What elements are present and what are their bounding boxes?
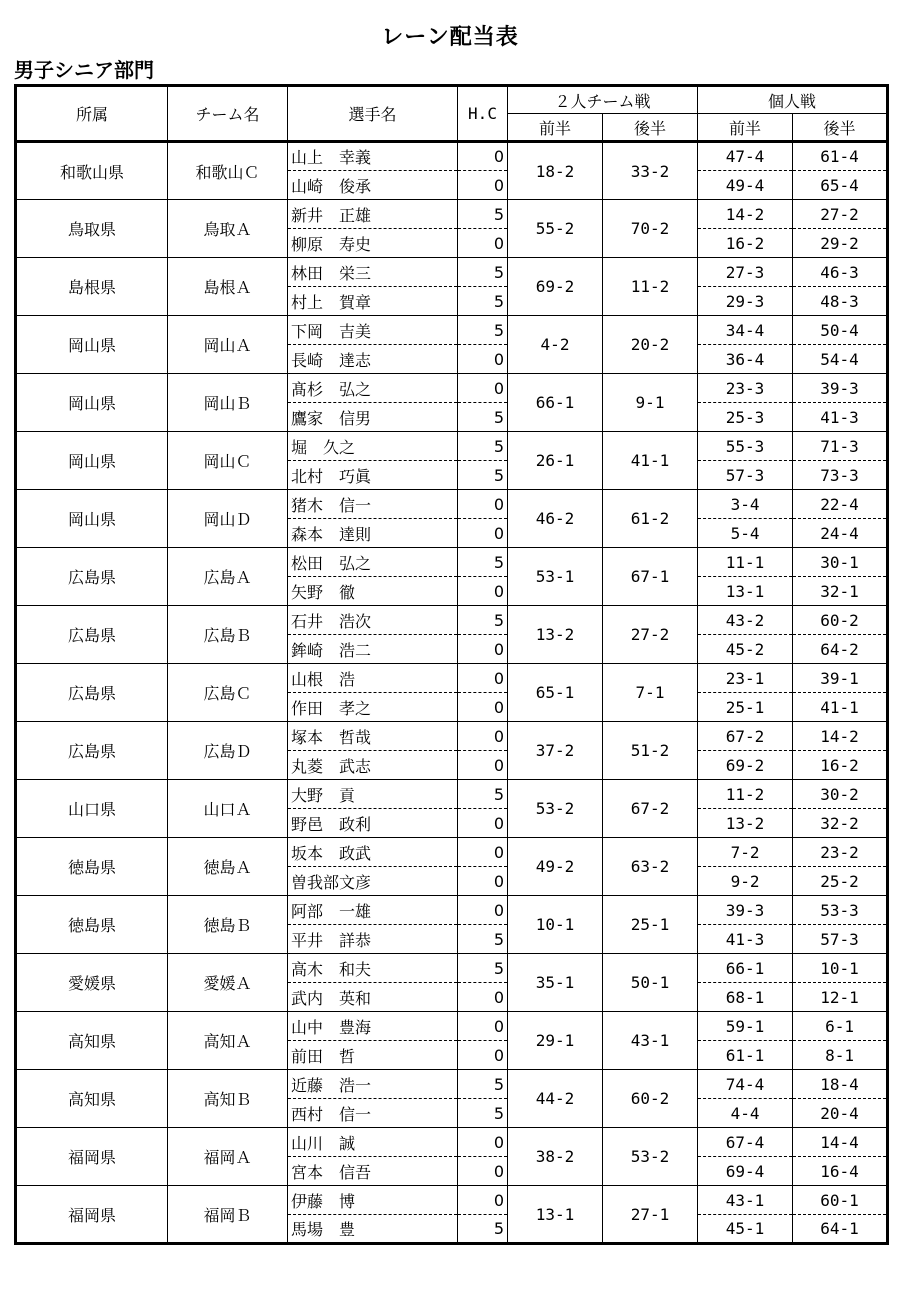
doubles-second-lane: 53-2 [603,1128,698,1186]
affiliation-cell: 広島県 [16,722,168,780]
singles-second-lane: 14-2 [793,722,888,751]
table-row [16,258,888,287]
player-name: 山根 浩 [288,664,458,693]
hc-value: 0 [458,867,508,896]
hc-value: 5 [458,606,508,635]
table-row [16,838,888,867]
singles-first-lane: 49-4 [698,171,793,200]
player-name: 下岡 吉美 [288,316,458,345]
hc-value: 0 [458,171,508,200]
singles-first-lane: 45-1 [698,1215,793,1244]
lane-assignment-table [14,84,889,1245]
table-row [16,664,888,693]
header-player: 選手名 [288,86,458,142]
singles-second-lane: 60-1 [793,1186,888,1215]
player-name: 大野 貢 [288,780,458,809]
singles-second-lane: 46-3 [793,258,888,287]
singles-second-lane: 16-2 [793,751,888,780]
affiliation-cell: 岡山県 [16,316,168,374]
singles-first-lane: 5-4 [698,519,793,548]
singles-first-lane: 55-3 [698,432,793,461]
singles-second-lane: 16-4 [793,1157,888,1186]
doubles-first-lane: 35-1 [508,954,603,1012]
hc-value: 5 [458,925,508,954]
hc-value: 0 [458,1157,508,1186]
table-row [16,548,888,577]
singles-first-lane: 69-2 [698,751,793,780]
doubles-first-lane: 4-2 [508,316,603,374]
singles-second-lane: 14-4 [793,1128,888,1157]
player-name: 伊藤 博 [288,1186,458,1215]
player-name: 村上 賀章 [288,287,458,316]
team-cell: 岡山Ｂ [168,374,288,432]
team-cell: 岡山Ｃ [168,432,288,490]
doubles-second-lane: 63-2 [603,838,698,896]
singles-first-lane: 23-1 [698,664,793,693]
table-row [16,780,888,809]
player-name: 平井 詳恭 [288,925,458,954]
player-name: 鷹家 信男 [288,403,458,432]
player-name: 西村 信一 [288,1099,458,1128]
affiliation-cell: 山口県 [16,780,168,838]
player-name: 高木 和夫 [288,954,458,983]
singles-first-lane: 39-3 [698,896,793,925]
singles-second-lane: 32-2 [793,809,888,838]
player-name: 堀 久之 [288,432,458,461]
table-row [16,432,888,461]
player-name: 柳原 寿史 [288,229,458,258]
player-name: 矢野 徹 [288,577,458,606]
hc-value: 5 [458,954,508,983]
affiliation-cell: 高知県 [16,1012,168,1070]
singles-second-lane: 54-4 [793,345,888,374]
hc-value: 0 [458,838,508,867]
table-row [16,490,888,519]
player-name: 曽我部文彦 [288,867,458,896]
table-row [16,200,888,229]
hc-value: 0 [458,1186,508,1215]
singles-first-lane: 3-4 [698,490,793,519]
singles-first-lane: 43-2 [698,606,793,635]
hc-value: 0 [458,1012,508,1041]
header-singles: 個人戦 [698,86,888,114]
singles-second-lane: 50-4 [793,316,888,345]
affiliation-cell: 岡山県 [16,374,168,432]
hc-value: 0 [458,722,508,751]
singles-first-lane: 57-3 [698,461,793,490]
team-cell: 岡山Ｄ [168,490,288,548]
doubles-first-lane: 44-2 [508,1070,603,1128]
player-name: 塚本 哲哉 [288,722,458,751]
player-name: 宮本 信吾 [288,1157,458,1186]
doubles-first-lane: 10-1 [508,896,603,954]
singles-first-lane: 36-4 [698,345,793,374]
singles-second-lane: 29-2 [793,229,888,258]
player-name: 鉾崎 浩二 [288,635,458,664]
team-cell: 徳島Ｂ [168,896,288,954]
hc-value: 5 [458,403,508,432]
singles-second-lane: 32-1 [793,577,888,606]
affiliation-cell: 岡山県 [16,490,168,548]
player-name: 作田 孝之 [288,693,458,722]
singles-first-lane: 67-4 [698,1128,793,1157]
doubles-first-lane: 46-2 [508,490,603,548]
doubles-first-lane: 26-1 [508,432,603,490]
player-name: 山中 豊海 [288,1012,458,1041]
header-singles-first: 前半 [698,114,793,142]
doubles-second-lane: 27-1 [603,1186,698,1244]
singles-second-lane: 8-1 [793,1041,888,1070]
header-affiliation: 所属 [16,86,168,142]
player-name: 馬場 豊 [288,1215,458,1244]
doubles-second-lane: 7-1 [603,664,698,722]
doubles-first-lane: 53-1 [508,548,603,606]
team-cell: 高知Ａ [168,1012,288,1070]
doubles-first-lane: 69-2 [508,258,603,316]
player-name: 石井 浩次 [288,606,458,635]
hc-value: 0 [458,142,508,171]
hc-value: 0 [458,490,508,519]
player-name: 髙杉 弘之 [288,374,458,403]
table-row [16,722,888,751]
doubles-first-lane: 55-2 [508,200,603,258]
table-row [16,1070,888,1099]
singles-first-lane: 41-3 [698,925,793,954]
player-name: 丸菱 武志 [288,751,458,780]
singles-second-lane: 22-4 [793,490,888,519]
singles-second-lane: 6-1 [793,1012,888,1041]
player-name: 近藤 浩一 [288,1070,458,1099]
doubles-second-lane: 11-2 [603,258,698,316]
affiliation-cell: 徳島県 [16,838,168,896]
singles-first-lane: 67-2 [698,722,793,751]
doubles-second-lane: 33-2 [603,142,698,200]
affiliation-cell: 愛媛県 [16,954,168,1012]
singles-second-lane: 24-4 [793,519,888,548]
player-name: 山川 誠 [288,1128,458,1157]
singles-first-lane: 47-4 [698,142,793,171]
team-cell: 広島Ａ [168,548,288,606]
player-name: 林田 栄三 [288,258,458,287]
doubles-first-lane: 38-2 [508,1128,603,1186]
doubles-first-lane: 65-1 [508,664,603,722]
singles-second-lane: 25-2 [793,867,888,896]
hc-value: 0 [458,664,508,693]
doubles-first-lane: 13-1 [508,1186,603,1244]
singles-first-lane: 29-3 [698,287,793,316]
singles-first-lane: 25-1 [698,693,793,722]
hc-value: 5 [458,461,508,490]
player-name: 猪木 信一 [288,490,458,519]
table-body [16,142,888,1244]
singles-second-lane: 18-4 [793,1070,888,1099]
singles-second-lane: 64-2 [793,635,888,664]
singles-first-lane: 13-1 [698,577,793,606]
hc-value: 0 [458,693,508,722]
doubles-first-lane: 37-2 [508,722,603,780]
singles-first-lane: 34-4 [698,316,793,345]
player-name: 野邑 政利 [288,809,458,838]
table-row [16,316,888,345]
doubles-second-lane: 43-1 [603,1012,698,1070]
singles-first-lane: 11-2 [698,780,793,809]
doubles-second-lane: 70-2 [603,200,698,258]
singles-first-lane: 59-1 [698,1012,793,1041]
affiliation-cell: 鳥取県 [16,200,168,258]
player-name: 長崎 達志 [288,345,458,374]
singles-second-lane: 53-3 [793,896,888,925]
affiliation-cell: 高知県 [16,1070,168,1128]
affiliation-cell: 広島県 [16,548,168,606]
player-name: 森本 達則 [288,519,458,548]
hc-value: 0 [458,1041,508,1070]
hc-value: 5 [458,200,508,229]
singles-second-lane: 60-2 [793,606,888,635]
singles-first-lane: 68-1 [698,983,793,1012]
team-cell: 愛媛Ａ [168,954,288,1012]
hc-value: 5 [458,432,508,461]
table-row [16,954,888,983]
player-name: 阿部 一雄 [288,896,458,925]
player-name: 北村 巧眞 [288,461,458,490]
singles-first-lane: 16-2 [698,229,793,258]
team-cell: 広島Ｄ [168,722,288,780]
team-cell: 岡山Ａ [168,316,288,374]
singles-second-lane: 39-3 [793,374,888,403]
table-row [16,606,888,635]
player-name: 松田 弘之 [288,548,458,577]
singles-second-lane: 30-2 [793,780,888,809]
singles-second-lane: 64-1 [793,1215,888,1244]
doubles-second-lane: 51-2 [603,722,698,780]
singles-second-lane: 10-1 [793,954,888,983]
singles-first-lane: 69-4 [698,1157,793,1186]
singles-first-lane: 43-1 [698,1186,793,1215]
table-row [16,374,888,403]
hc-value: 0 [458,751,508,780]
header-doubles: ２人チーム戦 [508,86,698,114]
table-row [16,1128,888,1157]
singles-second-lane: 30-1 [793,548,888,577]
team-cell: 福岡Ａ [168,1128,288,1186]
hc-value: 0 [458,577,508,606]
doubles-second-lane: 67-2 [603,780,698,838]
affiliation-cell: 福岡県 [16,1128,168,1186]
singles-first-lane: 25-3 [698,403,793,432]
table-row [16,1012,888,1041]
singles-first-lane: 23-3 [698,374,793,403]
hc-value: 0 [458,229,508,258]
affiliation-cell: 広島県 [16,606,168,664]
singles-second-lane: 65-4 [793,171,888,200]
team-cell: 広島Ｂ [168,606,288,664]
affiliation-cell: 島根県 [16,258,168,316]
doubles-second-lane: 20-2 [603,316,698,374]
header-team: チーム名 [168,86,288,142]
affiliation-cell: 広島県 [16,664,168,722]
doubles-second-lane: 41-1 [603,432,698,490]
page-title: レーン配当表 [381,25,519,50]
player-name: 前田 哲 [288,1041,458,1070]
doubles-second-lane: 9-1 [603,374,698,432]
singles-second-lane: 57-3 [793,925,888,954]
hc-value: 5 [458,316,508,345]
team-cell: 広島Ｃ [168,664,288,722]
player-name: 坂本 政武 [288,838,458,867]
header-singles-second: 後半 [793,114,888,142]
singles-second-lane: 71-3 [793,432,888,461]
hc-value: 0 [458,519,508,548]
doubles-second-lane: 67-1 [603,548,698,606]
header-doubles-first: 前半 [508,114,603,142]
hc-value: 5 [458,258,508,287]
doubles-second-lane: 60-2 [603,1070,698,1128]
doubles-first-lane: 13-2 [508,606,603,664]
singles-first-lane: 27-3 [698,258,793,287]
header-hc: H.C [458,86,508,142]
singles-first-lane: 45-2 [698,635,793,664]
player-name: 山崎 俊承 [288,171,458,200]
section-title: 男子シニア部門 [14,58,154,82]
header-doubles-second: 後半 [603,114,698,142]
hc-value: 5 [458,548,508,577]
singles-second-lane: 41-3 [793,403,888,432]
singles-second-lane: 23-2 [793,838,888,867]
hc-value: 0 [458,345,508,374]
table-row [16,142,888,171]
singles-first-lane: 4-4 [698,1099,793,1128]
team-cell: 高知Ｂ [168,1070,288,1128]
team-cell: 福岡Ｂ [168,1186,288,1244]
singles-first-lane: 7-2 [698,838,793,867]
table-row [16,1186,888,1215]
player-name: 新井 正雄 [288,200,458,229]
singles-second-lane: 20-4 [793,1099,888,1128]
team-cell: 山口Ａ [168,780,288,838]
singles-first-lane: 14-2 [698,200,793,229]
hc-value: 5 [458,1099,508,1128]
hc-value: 5 [458,1070,508,1099]
singles-first-lane: 66-1 [698,954,793,983]
doubles-second-lane: 50-1 [603,954,698,1012]
doubles-first-lane: 29-1 [508,1012,603,1070]
hc-value: 0 [458,1128,508,1157]
singles-second-lane: 41-1 [793,693,888,722]
hc-value: 5 [458,1215,508,1244]
team-cell: 和歌山Ｃ [168,142,288,200]
team-cell: 徳島Ａ [168,838,288,896]
affiliation-cell: 和歌山県 [16,142,168,200]
singles-first-lane: 11-1 [698,548,793,577]
hc-value: 0 [458,896,508,925]
doubles-second-lane: 25-1 [603,896,698,954]
player-name: 武内 英和 [288,983,458,1012]
doubles-first-lane: 18-2 [508,142,603,200]
singles-second-lane: 48-3 [793,287,888,316]
hc-value: 5 [458,780,508,809]
doubles-first-lane: 53-2 [508,780,603,838]
table-row [16,896,888,925]
affiliation-cell: 徳島県 [16,896,168,954]
hc-value: 0 [458,374,508,403]
singles-second-lane: 61-4 [793,142,888,171]
singles-first-lane: 74-4 [698,1070,793,1099]
doubles-second-lane: 61-2 [603,490,698,548]
singles-second-lane: 39-1 [793,664,888,693]
singles-second-lane: 73-3 [793,461,888,490]
singles-second-lane: 12-1 [793,983,888,1012]
team-cell: 島根Ａ [168,258,288,316]
singles-second-lane: 27-2 [793,200,888,229]
singles-first-lane: 13-2 [698,809,793,838]
hc-value: 0 [458,635,508,664]
singles-first-lane: 61-1 [698,1041,793,1070]
hc-value: 5 [458,287,508,316]
doubles-second-lane: 27-2 [603,606,698,664]
affiliation-cell: 岡山県 [16,432,168,490]
singles-first-lane: 9-2 [698,867,793,896]
doubles-first-lane: 49-2 [508,838,603,896]
hc-value: 0 [458,983,508,1012]
player-name: 山上 幸義 [288,142,458,171]
hc-value: 0 [458,809,508,838]
team-cell: 鳥取Ａ [168,200,288,258]
affiliation-cell: 福岡県 [16,1186,168,1244]
doubles-first-lane: 66-1 [508,374,603,432]
